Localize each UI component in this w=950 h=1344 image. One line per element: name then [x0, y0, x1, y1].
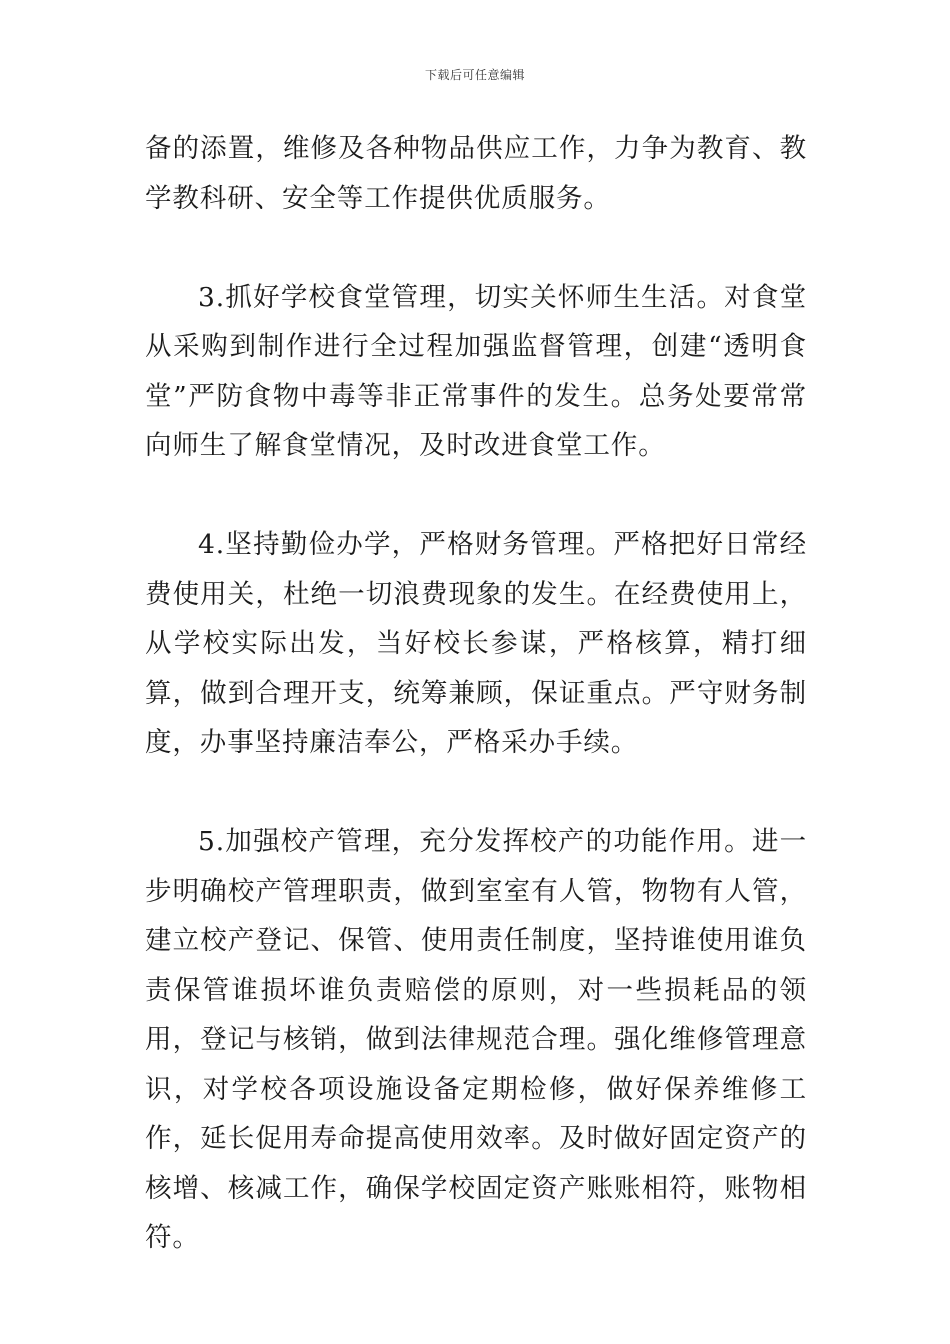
- page-header-note: 下载后可任意编辑: [424, 68, 525, 82]
- paragraph-gap: [145, 471, 807, 521]
- paragraph-gap: [145, 768, 807, 818]
- document-body: [145, 124, 807, 1263]
- paragraph-item-3: 3.抓好学校食堂管理，切实关怀师生生活。对食堂从采购到制作进行全过程加强监督管理，创建“透明食堂”严防食物中毒等非正常事件的发生。总务处要常常向师生了解食堂情况，及时改进食堂工作。: [145, 281, 807, 461]
- paragraph-item-4: 4.坚持勤俭办学，严格财务管理。严格把好日常经费使用关，杜绝一切浪费现象的发生。在经费使用上，从学校实际出发，当好校长参谋，严格核算，精打细算，做到合理开支，统筹兼顾，保证重点。严守财务制度，办事坚持廉洁奉公，严格采办手续。: [145, 529, 807, 758]
- paragraph-gap: [145, 223, 807, 273]
- paragraph-item-5: 5.加强校产管理，充分发挥校产的功能作用。进一步明确校产管理职责，做到室室有人管，物物有人管，建立校产登记、保管、使用责任制度，坚持谁使用谁负责保管谁损坏谁负责赔偿的原则，对一些损耗品的领用，登记与核销，做到法律规范合理。强化维修管理意识，对学校各项设施设备定期检修，做好保养维修工作，延长促用寿命提高使用效率。及时做好固定资产的核增、核减工作，确保学校固定资产账账相符，账物相符。: [145, 826, 807, 1253]
- paragraph-continued: 备的添置，维修及各种物品供应工作，力争为教育、教学教科研、安全等工作提供优质服务。: [145, 133, 807, 214]
